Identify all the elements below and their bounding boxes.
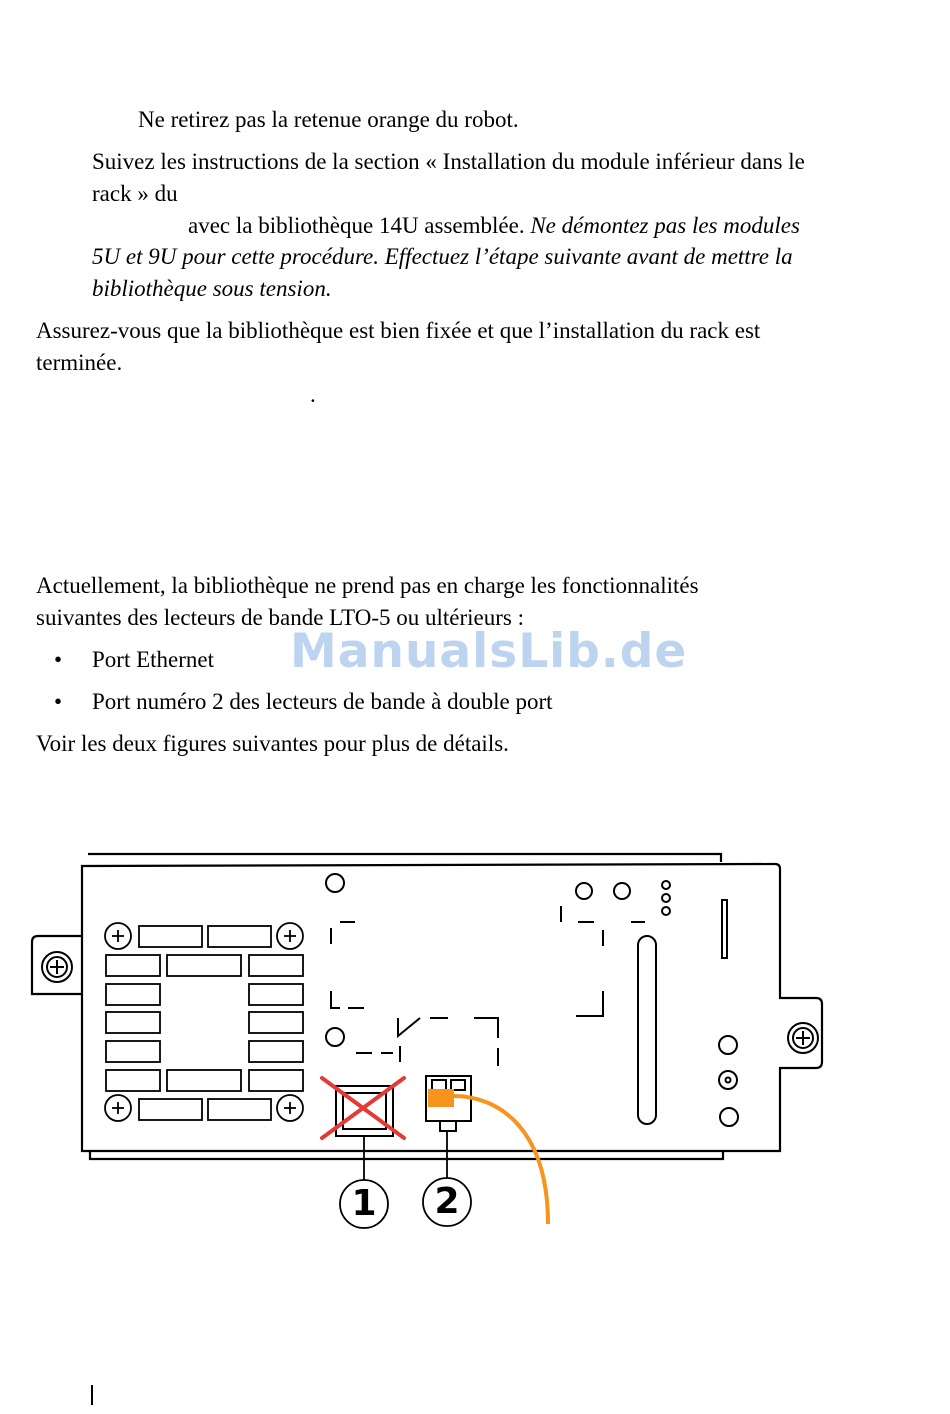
- bullet-marker: •: [54, 689, 63, 714]
- assurez-line-2: terminée.: [36, 350, 123, 375]
- bullet-marker: •: [54, 647, 63, 672]
- bullet-ethernet: Port Ethernet: [92, 647, 214, 672]
- instructions-line-3-plain: avec la bibliothèque 14U assemblée.: [188, 213, 525, 238]
- actuellement-line-1: Actuellement, la bibliothèque ne prend pas en charge les fonctionnalités: [36, 573, 699, 598]
- tape-drive-rear-figure: [28, 848, 840, 1238]
- robot-note: Ne retirez pas la retenue orange du robot.: [138, 107, 519, 132]
- actuellement-line-2: suivantes des lecteurs de bande LTO-5 ou ultérieurs :: [36, 605, 524, 630]
- footer-page-marker: [91, 1385, 93, 1405]
- callout-1: 1: [351, 1183, 377, 1224]
- watermark: ManualsLib.de: [290, 624, 688, 679]
- instructions-line-5: bibliothèque sous tension.: [92, 276, 332, 301]
- callout-2: 2: [434, 1181, 460, 1222]
- voir-text: Voir les deux figures suivantes pour plus de détails.: [36, 731, 509, 756]
- instructions-line-1: Suivez les instructions de la section « Installation du module inférieur dans le: [92, 149, 805, 174]
- instructions-line-4: 5U et 9U pour cette procédure. Effectuez l’étape suivante avant de mettre la: [92, 244, 793, 269]
- assurez-line-1: Assurez-vous que la bibliothèque est bien fixée et que l’installation du rack est: [36, 318, 761, 343]
- instructions-line-3-italic: Ne démontez pas les modules: [530, 213, 800, 238]
- bullet-dual-port: Port numéro 2 des lecteurs de bande à double port: [92, 689, 553, 714]
- instructions-line-3: [188, 214, 800, 237]
- stray-period: .: [310, 382, 316, 407]
- instructions-line-2: rack » du: [92, 181, 178, 206]
